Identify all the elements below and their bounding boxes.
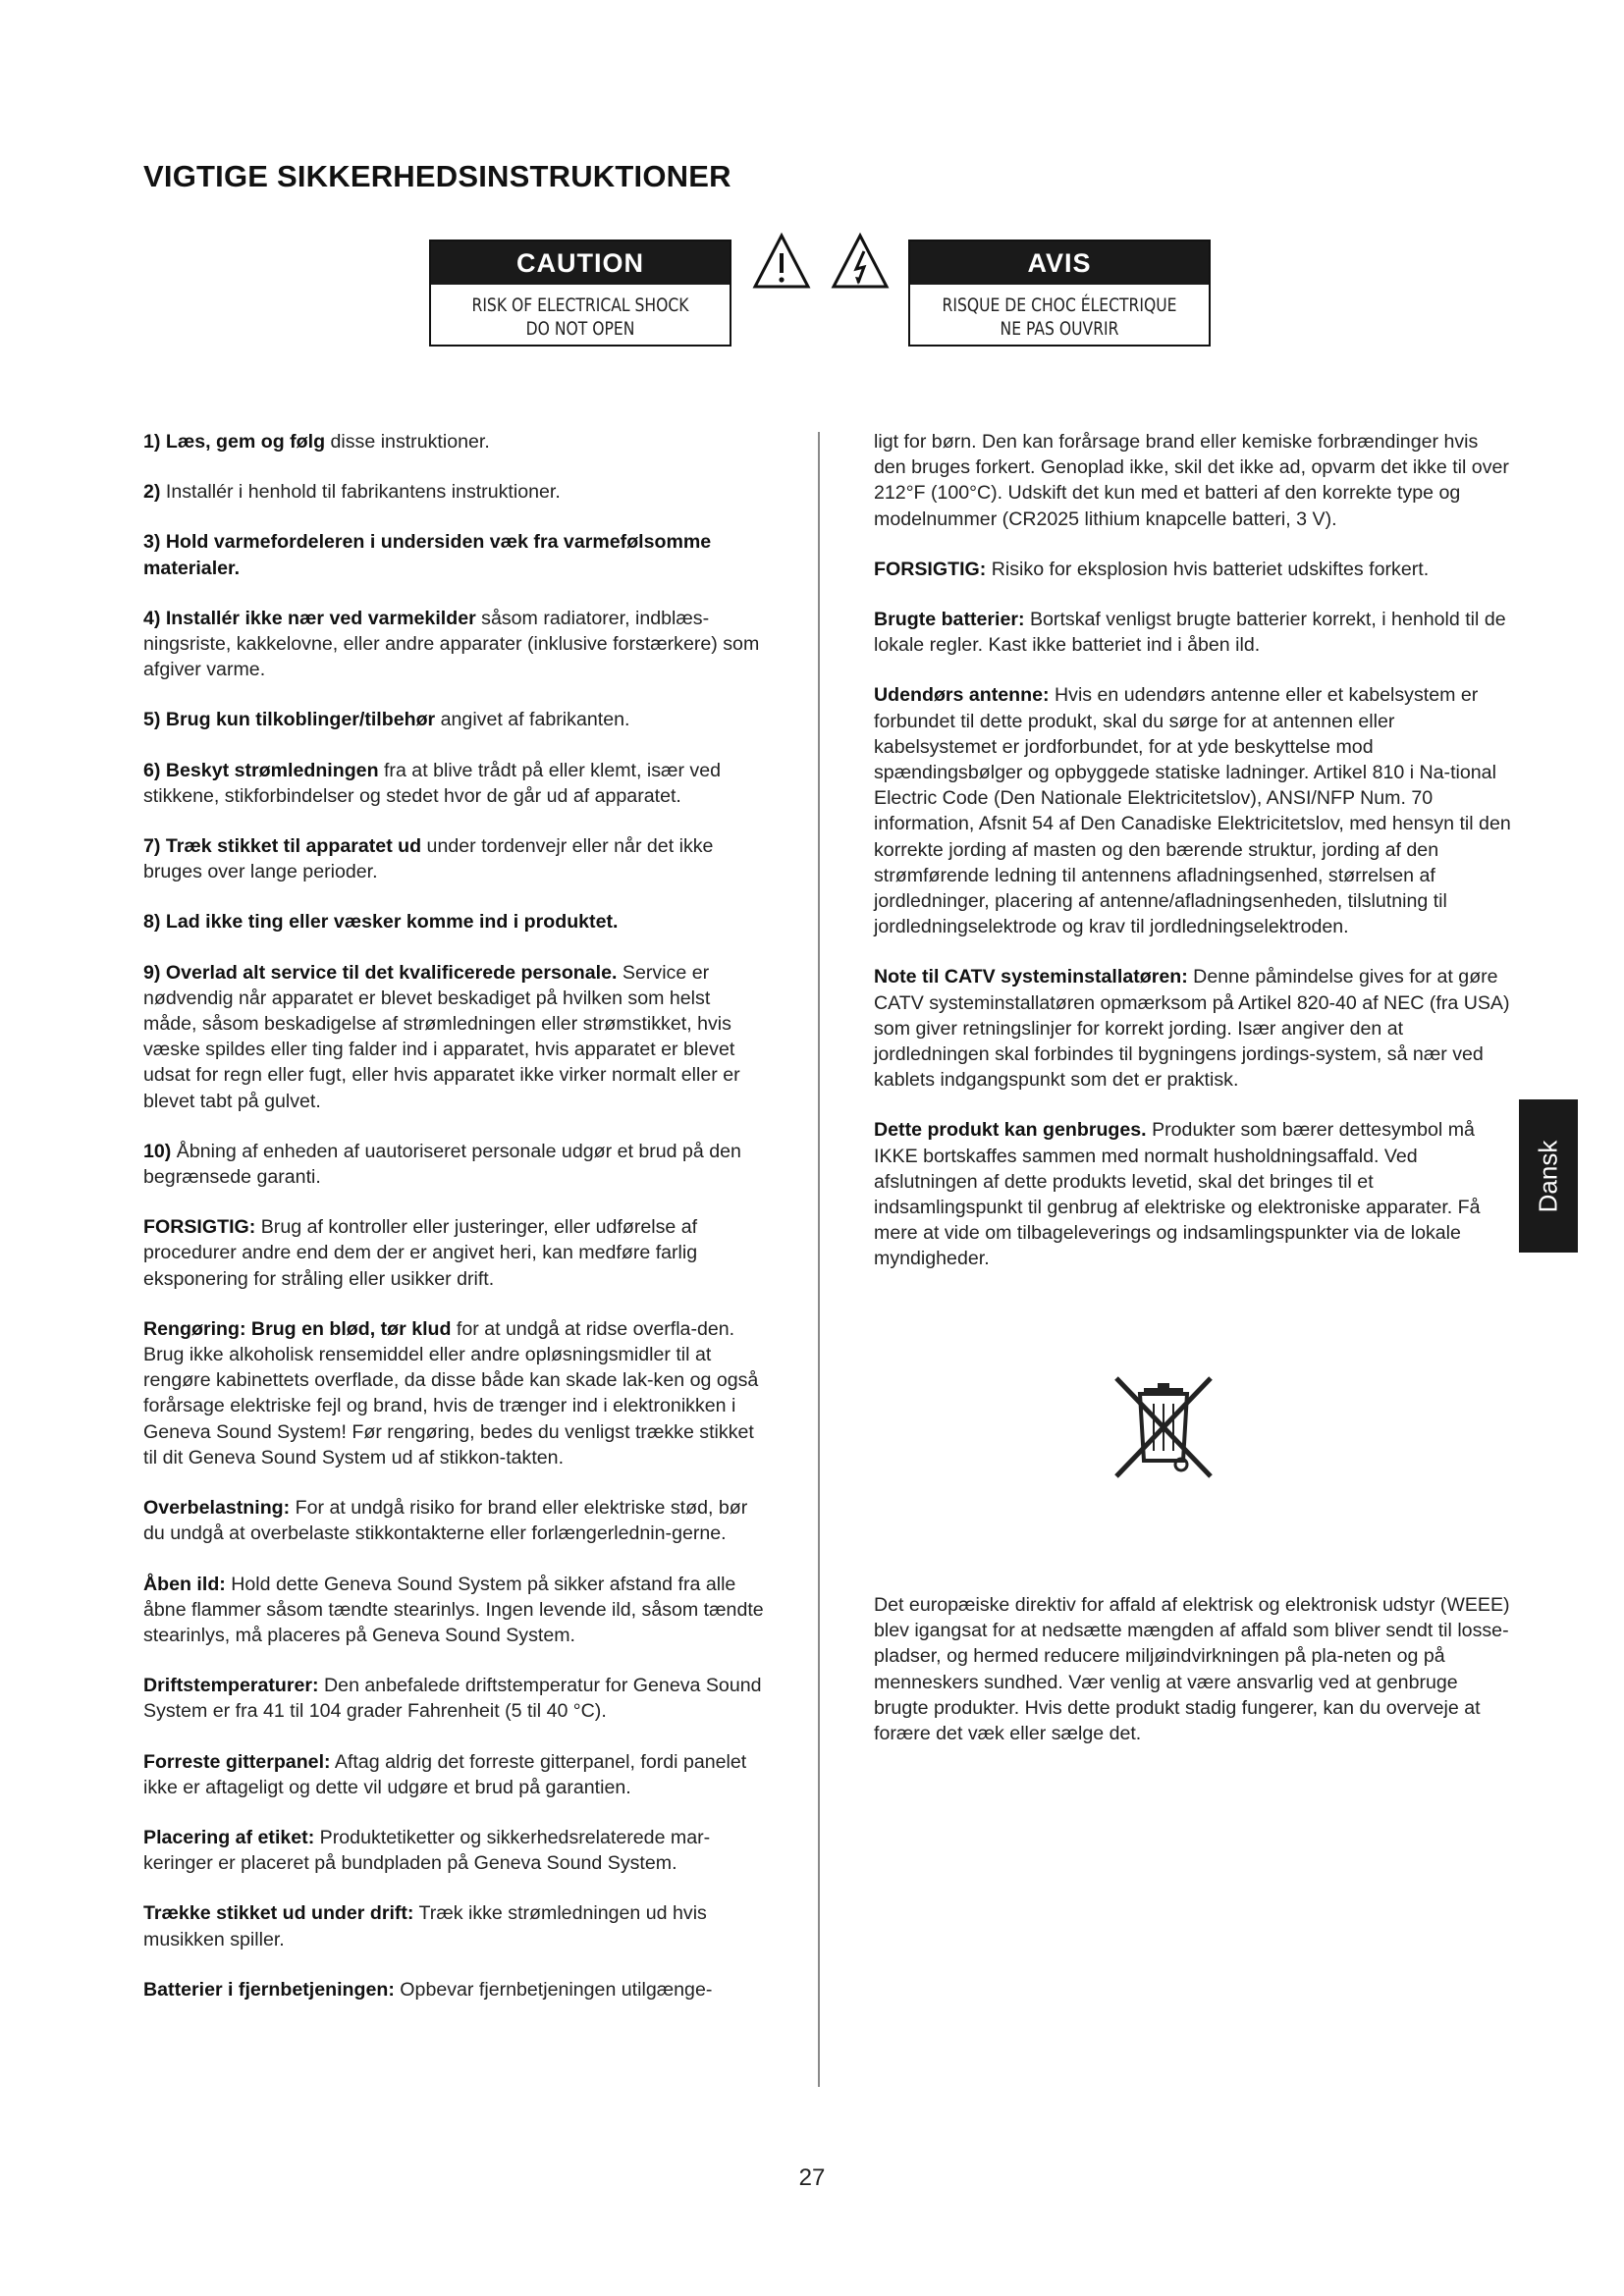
instruction-text: Denne påmindelse gives for at gøre CATV systeminstallatøren opmærksom på Artikel 820-40 af NEC (fra USA) som giver retningslinjer for korrekt jording. Især angiver den at jordledningen skal forbindes til bygningens jordings-system, så nær ved kablets indgangspunkt som det er praktisk. xyxy=(874,966,1510,1092)
instruction-lead: Trække stikket ud under drift: xyxy=(143,1902,414,1925)
right-column xyxy=(874,429,1514,1297)
instruction-text: Åbning af enheden af uautoriseret personale udgør et brud på den begrænsede garanti. xyxy=(143,1140,741,1189)
lightning-triangle-icon xyxy=(830,232,891,293)
instruction-paragraph xyxy=(143,1572,764,1649)
instruction-text: Brug af kontroller eller justeringer, eller udførelse af procedurer andre end dem der er angivet heri, kan medføre farlig eksponering for stråling eller usikker drift. xyxy=(143,1216,698,1290)
instruction-lead: 1) Læs, gem og følg xyxy=(143,431,326,453)
instruction-text: Hvis en udendørs antenne eller et kabelsystem er forbundet til dette produkt, skal du sørge for at antennen eller kabelsystemet er jordforbundet, for at yde beskyttelse mod spændingsbølger og opbyggede statiske ladninger. Artikel 810 i Na-tional Electric Code (Den Nationale Elektricitetslov), ANSI/NFP Num. 70 information, Afsnit 54 af Den Canadiske Elektricitetslov, med hensyn til den korrekte jording af masten og den bærende struktur, jording af den strømførende ledning til antennens afladningsenhed, størrelsen af jordledninger, placering af antenne/afladningsenheden, tilslutning til jordledningselektrode og krav til jordledningselektroden. xyxy=(874,684,1511,938)
instruction-paragraph xyxy=(143,479,764,505)
instruction-paragraph xyxy=(143,707,764,732)
instruction-text: Service er nødvendig når apparatet er blevet beskadiget på hvilken som helst måde, såsom beskadigelse af strømledningen eller strømstikket, hvis væske spildes eller ting falder ind i apparatet, hvis apparatet er blevet udsat for regn eller fugt, eller hvis apparatet ikke virker normalt eller er blevet tabt på gulvet. xyxy=(143,961,740,1112)
caution-line-2: DO NOT OPEN xyxy=(525,318,635,340)
instruction-text: ligt for børn. Den kan forårsage brand eller kemiske forbrændinger hvis den bruges forkert. Genoplad ikke, skil det ikke ad, opvarm det ikke til over 212°F (100°C). Udskift det kun med et batteri af den korrekte type og modelnummer (CR2025 lithium knapcelle batteri, 3 V). xyxy=(874,431,1509,530)
instruction-paragraph xyxy=(143,1139,764,1190)
page-number: 27 xyxy=(798,2164,826,2191)
instruction-paragraph xyxy=(143,909,764,934)
instruction-text: under tordenvejr eller når det ikke bruges over lange perioder. xyxy=(143,835,714,883)
instruction-paragraph xyxy=(874,557,1514,582)
instruction-paragraph xyxy=(143,1825,764,1876)
instruction-paragraph xyxy=(874,682,1514,939)
instruction-paragraph xyxy=(874,1117,1514,1271)
language-tab-label: Dansk xyxy=(1533,1140,1563,1212)
instruction-text: såsom radiatorer, indblæs-ningsriste, kakkelovne, eller andre apparater (inklusive forstærkere) som afgiver varme. xyxy=(143,607,760,681)
instruction-text: fra at blive trådt på eller klemt, især ved stikkene, stikforbindelser og stedet hvor de går ud af apparatet. xyxy=(143,759,722,807)
instruction-paragraph xyxy=(143,960,764,1114)
instruction-text: Træk ikke strømledningen ud hvis musikken spiller. xyxy=(143,1902,707,1950)
avis-label xyxy=(908,240,1211,347)
caution-label xyxy=(429,240,731,347)
instruction-paragraph xyxy=(874,607,1514,658)
instruction-lead: Driftstemperaturer: xyxy=(143,1675,319,1697)
avis-line-2: NE PAS OUVRIR xyxy=(1000,318,1119,340)
instruction-paragraph xyxy=(143,1316,764,1470)
instruction-paragraph xyxy=(143,529,764,580)
instruction-paragraph xyxy=(143,1214,764,1292)
instruction-text: Installér i henhold til fabrikantens instruktioner. xyxy=(160,481,561,504)
instruction-lead: 3) Hold varmefordeleren i undersiden væk fra varmefølsomme materialer. xyxy=(143,531,712,579)
instruction-paragraph xyxy=(143,606,764,683)
instruction-paragraph xyxy=(143,1977,764,2002)
instruction-lead: Brugte batterier: xyxy=(874,609,1025,631)
instruction-lead: 6) Beskyt strømledningen xyxy=(143,759,379,781)
instruction-paragraph xyxy=(143,429,764,454)
instruction-paragraph xyxy=(143,758,764,809)
instruction-lead: Overbelastning: xyxy=(143,1497,291,1520)
avis-line-1: RISQUE DE CHOC ÉLECTRIQUE xyxy=(942,294,1177,316)
instruction-lead: Placering af etiket: xyxy=(143,1826,315,1848)
instruction-lead: 4) Installér ikke nær ved varmekilder xyxy=(143,607,476,629)
instruction-text: for at undgå at ridse overfla-den. Brug ikke alkoholisk rensemiddel eller andre opløsningsmidler til at rengøre kabinettets overflade, da disse både kan skade lak-ken og også forårsage elektriske fejl og brand, hvis de trænger ind i elektronikken i Geneva Sound System! Før rengøring, bedes du venligst trække stikket til dit Geneva Sound System ud af stikkon-takten. xyxy=(143,1317,759,1468)
instruction-text: Risiko for eksplosion hvis batteriet udskiftes forkert. xyxy=(986,558,1430,580)
instruction-lead: Forreste gitterpanel: xyxy=(143,1750,331,1773)
instruction-text: angivet af fabrikanten. xyxy=(435,709,630,731)
instruction-text: Den anbefalede driftstemperatur for Geneva Sound System er fra 41 til 104 grader Fahrenheit (5 til 40 °C). xyxy=(143,1675,762,1723)
instruction-lead: 2) xyxy=(143,481,161,504)
instruction-paragraph xyxy=(143,833,764,884)
instruction-lead: FORSIGTIG: xyxy=(143,1216,256,1239)
instruction-lead: FORSIGTIG: xyxy=(874,558,987,580)
avis-heading: AVIS xyxy=(910,241,1209,285)
page-title: VIGTIGE SIKKERHEDSINSTRUKTIONER xyxy=(143,159,731,193)
instruction-paragraph xyxy=(874,429,1514,532)
instruction-paragraph xyxy=(874,964,1514,1093)
instruction-text: For at undgå risiko for brand eller elektriske stød, bør du undgå at overbelaste stikkontakterne eller forlængerlednin-gerne. xyxy=(143,1497,748,1545)
instruction-lead: Rengøring: Brug en blød, tør klud xyxy=(143,1317,452,1340)
crossed-out-wheelie-bin-icon xyxy=(1105,1374,1222,1480)
instruction-text: disse instruktioner. xyxy=(325,431,490,453)
instruction-text: Bortskaf venligst brugte batterier korrekt, i henhold til de lokale regler. Kast ikke batteriet ind i åben ild. xyxy=(874,609,1506,657)
instruction-paragraph xyxy=(143,1673,764,1724)
instruction-text: Aftag aldrig det forreste gitterpanel, fordi panelet ikke er aftageligt og dette vil udgøre et brud på garantien. xyxy=(143,1750,747,1798)
instruction-paragraph xyxy=(143,1900,764,1951)
left-column xyxy=(143,429,764,2027)
instruction-text: Opbevar fjernbetjeningen utilgænge- xyxy=(394,1978,713,2001)
exclamation-triangle-icon xyxy=(751,232,812,293)
caution-heading: CAUTION xyxy=(431,241,730,285)
instruction-paragraph xyxy=(143,1749,764,1800)
instruction-lead: 9) Overlad alt service til det kvalificerede personale. xyxy=(143,961,618,984)
instruction-lead: Dette produkt kan genbruges. xyxy=(874,1119,1147,1142)
instruction-text: Produkter som bærer dettesymbol må IKKE bortskaffes sammen med normalt husholdningsaffald. Ved afslutningen af dette produkts levetid, skal det bringes til et indsamlingspunkt til genbrug af elektriske og elektroniske apparater. Få mere at vide om tilbageleverings og indsamlingspunkter via de lokale myndigheder. xyxy=(874,1119,1481,1270)
caution-line-1: RISK OF ELECTRICAL SHOCK xyxy=(471,294,689,316)
instruction-paragraph xyxy=(143,1495,764,1546)
instruction-lead: Batterier i fjernbetjeningen: xyxy=(143,1978,395,2001)
instruction-lead: 5) Brug kun tilkoblinger/tilbehør xyxy=(143,709,436,731)
instruction-lead: 8) Lad ikke ting eller væsker komme ind i produktet. xyxy=(143,911,619,934)
column-divider xyxy=(818,432,820,2087)
weee-paragraph: Det europæiske direktiv for affald af elektrisk og elektronisk udstyr (WEEE) blev igangsat for at nedsætte mængden af affald som bliver sendt til lossepladser, og hermed reducere miljøindvirkningen på pla-neten og på menneskers sundhed. Vær venlig at være ansvarlig ved at genbruge brugte produkter. Hvis dette produkt stadig fungerer, kan du overveje at forære det væk eller sælge det. xyxy=(874,1594,1510,1745)
instruction-lead: Note til CATV systeminstallatøren: xyxy=(874,966,1188,988)
instruction-text: Produktetiketter og sikkerhedsrelaterede mar-keringer er placeret på bundpladen på Geneva Sound System. xyxy=(143,1826,711,1875)
instruction-text: Hold dette Geneva Sound System på sikker afstand fra alle åbne flammer såsom tændte stearinlys. Ingen levende ild, såsom tændte stearinlys, må placeres på Geneva Sound System. xyxy=(143,1573,764,1646)
language-tab xyxy=(1519,1099,1578,1253)
instruction-lead: 10) xyxy=(143,1140,172,1162)
instruction-lead: Udendørs antenne: xyxy=(874,684,1050,707)
instruction-lead: 7) Træk stikket til apparatet ud xyxy=(143,835,422,858)
instruction-lead: Åben ild: xyxy=(143,1573,226,1595)
